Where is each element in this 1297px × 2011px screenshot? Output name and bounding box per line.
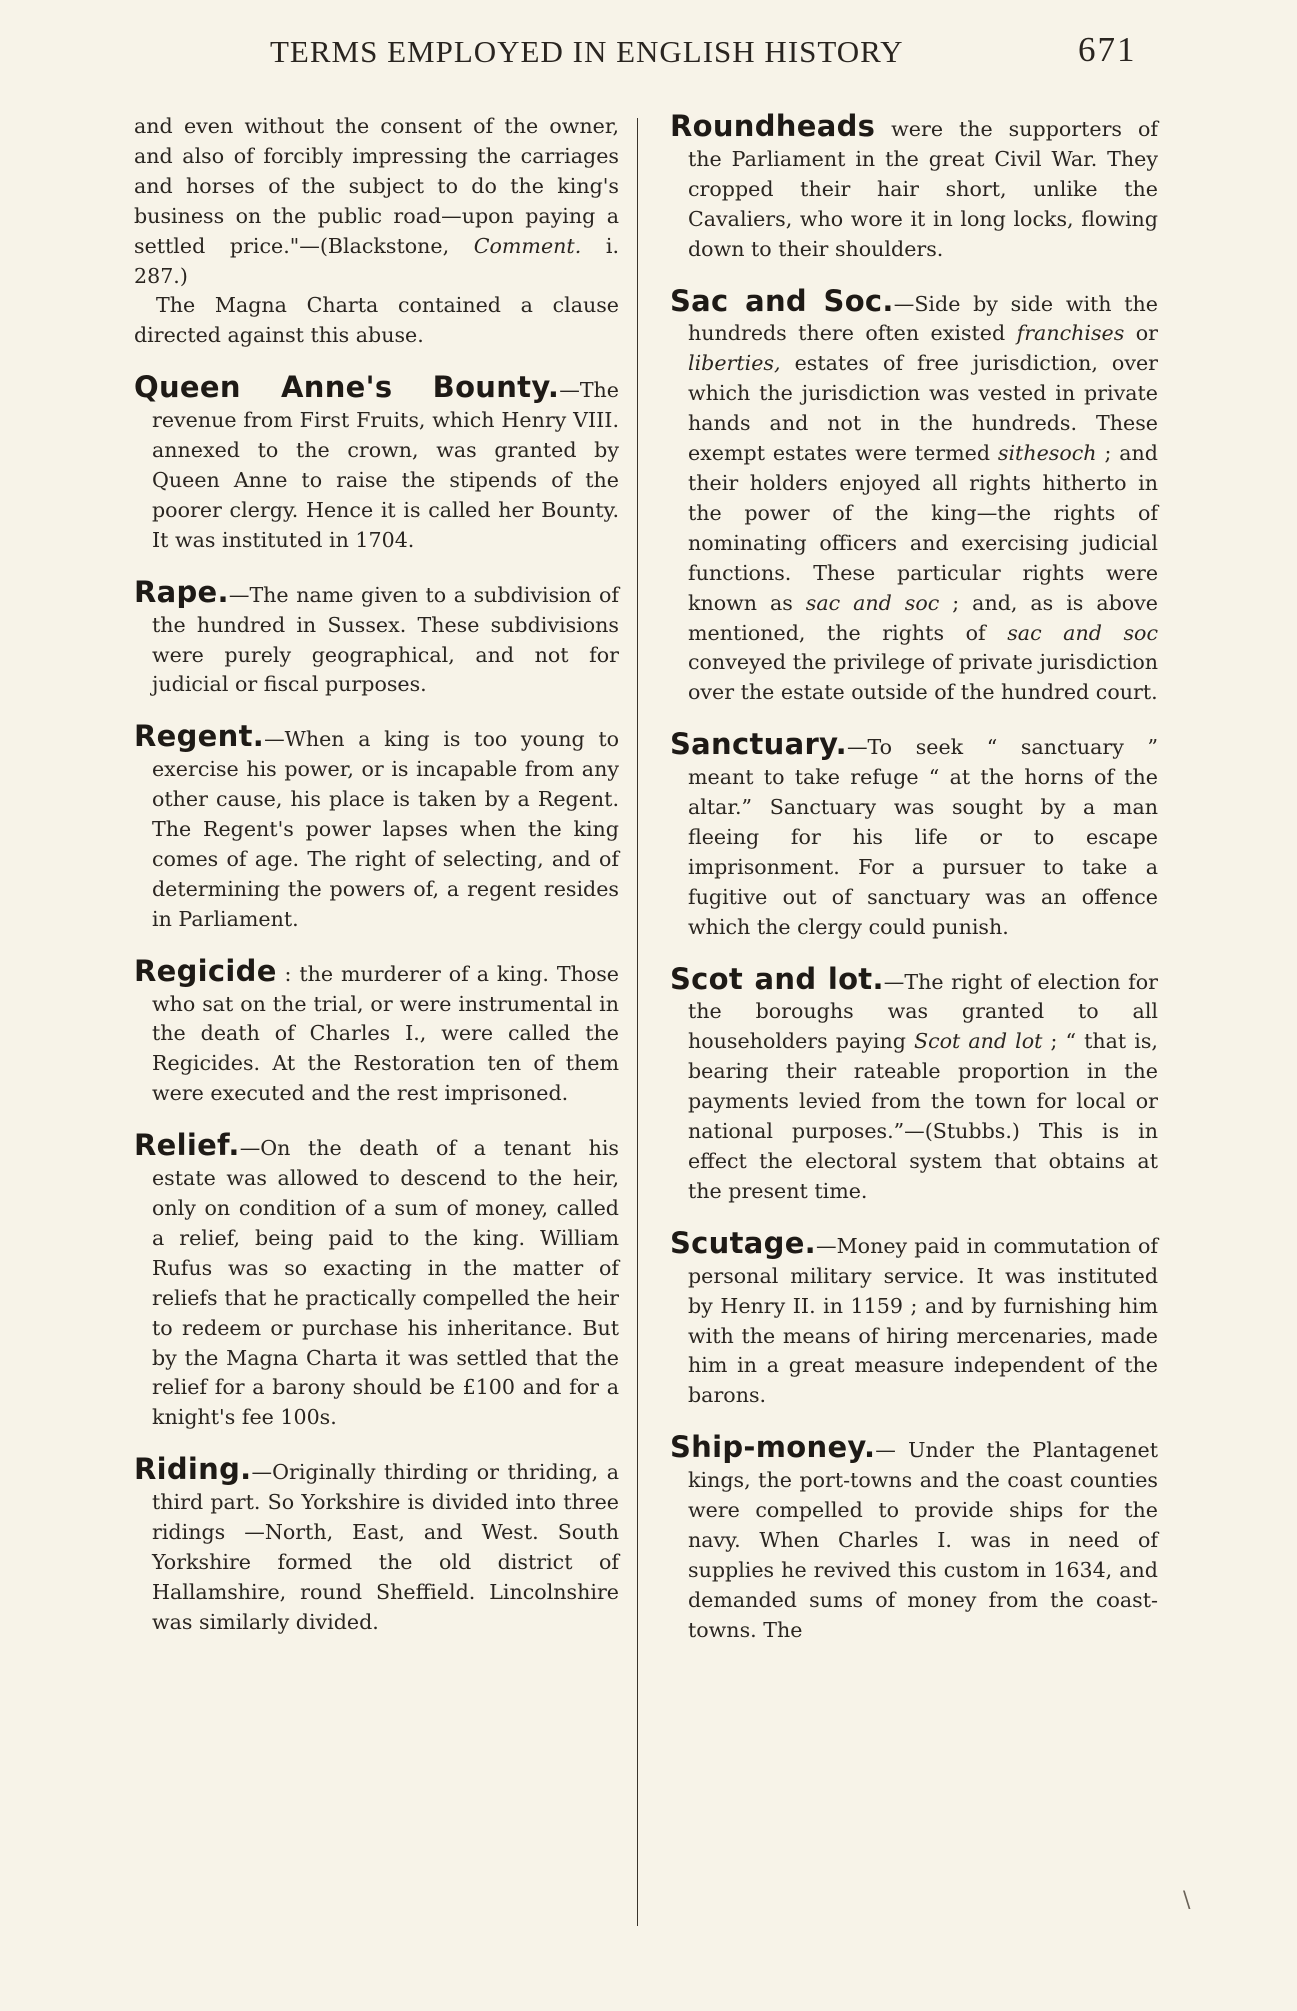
definition-part: estates of free jurisdiction, over which the jurisdiction was vested in private hands and not in the hundreds. These exempt estates were termed [688, 351, 1158, 466]
definition-part: ; and, as is above mentioned, the rights of [688, 590, 1158, 645]
definition: were the supporters of the Parliament in the great Civil War. They cropped their hair short, unlike the Cavaliers, who wore it in long locks, flowing down to their shoulders. [688, 117, 1158, 261]
italic-term: sithesoch [997, 441, 1097, 466]
entry-rape [134, 574, 619, 701]
entry-queen-annes-bounty [134, 370, 619, 555]
running-head: TERMS EMPLOYED IN ENGLISH HISTORY [270, 34, 904, 69]
entry-ship-money [670, 1430, 1158, 1645]
continuation-text-1: and even without the consent of the owner, and also of forcibly impressing the carriages and horses of the subject to do the king's business on the public road—upon paying a settled price."—(Blackstone, [134, 114, 619, 258]
definition-part: conveyed the privilege of private jurisdiction over the estate outside of the hundred court. [688, 650, 1158, 705]
headword: Relief. [134, 1128, 240, 1163]
definition: —On the death of a tenant his estate was allowed to descend to the heir, only on condition of a sum of money, called a relief, being paid to the king. William Rufus was so exacting in the matter of reliefs that he practically compelled the heir to redeem or purchase his inheritance. But by the Magna Charta it was settled that the relief for a barony should be £100 and for a knight's fee 100s. [152, 1136, 619, 1430]
continuation-italic: Comment. [473, 233, 582, 258]
italic-term: sac and soc [1007, 620, 1158, 645]
definition: —When a king is too young to exercise his power, or is incapable from any other cause, his place is taken by a Regent. The Regent's power lapses when the king comes of age. The right of selecting, and of determining the powers of, a regent resides in Parliament. [152, 727, 619, 931]
headword: Roundheads [670, 109, 876, 143]
continuation-text [134, 112, 619, 351]
right-column [670, 109, 1159, 1668]
definition: : the murderer of a king. Those who sat on the trial, or were instrumental in the death of Charles I., were called the Regicides. At the Restoration ten of them were executed and the rest imprisoned. [152, 961, 619, 1106]
left-column [134, 112, 619, 1660]
page-number: 671 [1078, 30, 1137, 69]
definition: —The revenue from First Fruits, which Henry VIII. annexed to the crown, was granted by Queen Anne to raise the stipends of the poorer clergy. Hence it is called her Bounty. It was instituted in 1704. [152, 378, 619, 552]
headword: Queen Anne's Bounty. [134, 370, 560, 405]
entry-roundheads [670, 109, 1158, 265]
entry-scot-and-lot [670, 961, 1159, 1207]
entry-regent [134, 719, 619, 934]
continuation-paragraph-2: The Magna Charta contained a clause directed against this abuse. [134, 293, 619, 348]
headword: Sanctuary. [670, 727, 847, 762]
page-header [0, 28, 1297, 68]
entry-regicide [134, 953, 619, 1110]
definition: —Money paid in commutation of personal military service. It was instituted by Henry II. in 1159 ; and by furnishing him with the means of hiring mercenaries, made him in a great measure independent of the barons. [688, 1233, 1158, 1408]
column-rule [637, 118, 638, 1926]
headword: Scutage. [670, 1225, 816, 1260]
definition-part: ; and their holders enjoyed all rights hitherto in the power of the king—the rights of nominating officers and exercising judicial functions. These particular rights were known as [688, 441, 1158, 615]
entry-relief [134, 1128, 619, 1433]
headword: Rape. [134, 574, 229, 609]
entry-scutage [670, 1225, 1158, 1411]
definition-part: or [1124, 321, 1158, 346]
headword: Riding. [134, 1452, 252, 1487]
entry-riding [134, 1452, 619, 1637]
headword: Ship-money. [670, 1430, 876, 1465]
headword: Sac and Soc. [670, 283, 894, 318]
definition-part: —Side by side with the hundreds there often existed [688, 291, 1158, 346]
italic-term: sac and soc [805, 590, 940, 615]
italic-term: liberties, [688, 351, 781, 376]
margin-mark: \ [1183, 1888, 1191, 1913]
definition-part: —The right of election for the boroughs was granted to all householders paying [688, 969, 1159, 1054]
definition: —Originally thirding or thriding, a third part. So Yorkshire is divided into three ridings —North, East, and West. South Yorkshire formed the old district of Hallamshire, round Sheffield. Lincolnshire was similarly divided. [152, 1460, 619, 1634]
definition-part: ; “ that is, bearing their rateable proportion in the payments levied from the town for local or national purposes.”—(Stubbs.) This is in effect the electoral system that obtains at the present time. [688, 1029, 1158, 1203]
italic-term: Scot and lot [913, 1029, 1043, 1054]
definition: — Under the Plantagenet kings, the port-towns and the coast counties were compelled to provide ships for the navy. When Charles I. was in need of supplies he revived this custom in 1634, and demanded sums of money from the coast-towns. The [688, 1438, 1158, 1642]
italic-term: franchises [1016, 321, 1125, 346]
continuation-text-2: i. 287.) [134, 233, 619, 288]
headword: Regicide [134, 953, 277, 988]
headword: Scot and lot. [670, 961, 884, 996]
definition: —To seek “ sanctuary ” meant to take refuge “ at the horns of the altar.” Sanctuary was sought by a man fleeing for his life or to escape imprisonment. For a pursuer to take a fugitive out of sanctuary was an offence which the clergy could punish. [688, 735, 1158, 939]
definition: —The name given to a subdivision of the hundred in Sussex. These subdivisions were purely geographical, and not for judicial or fiscal purposes. [152, 582, 619, 697]
entry-sac-and-soc [670, 283, 1158, 709]
entry-sanctuary [670, 727, 1158, 942]
headword: Regent. [134, 719, 265, 754]
